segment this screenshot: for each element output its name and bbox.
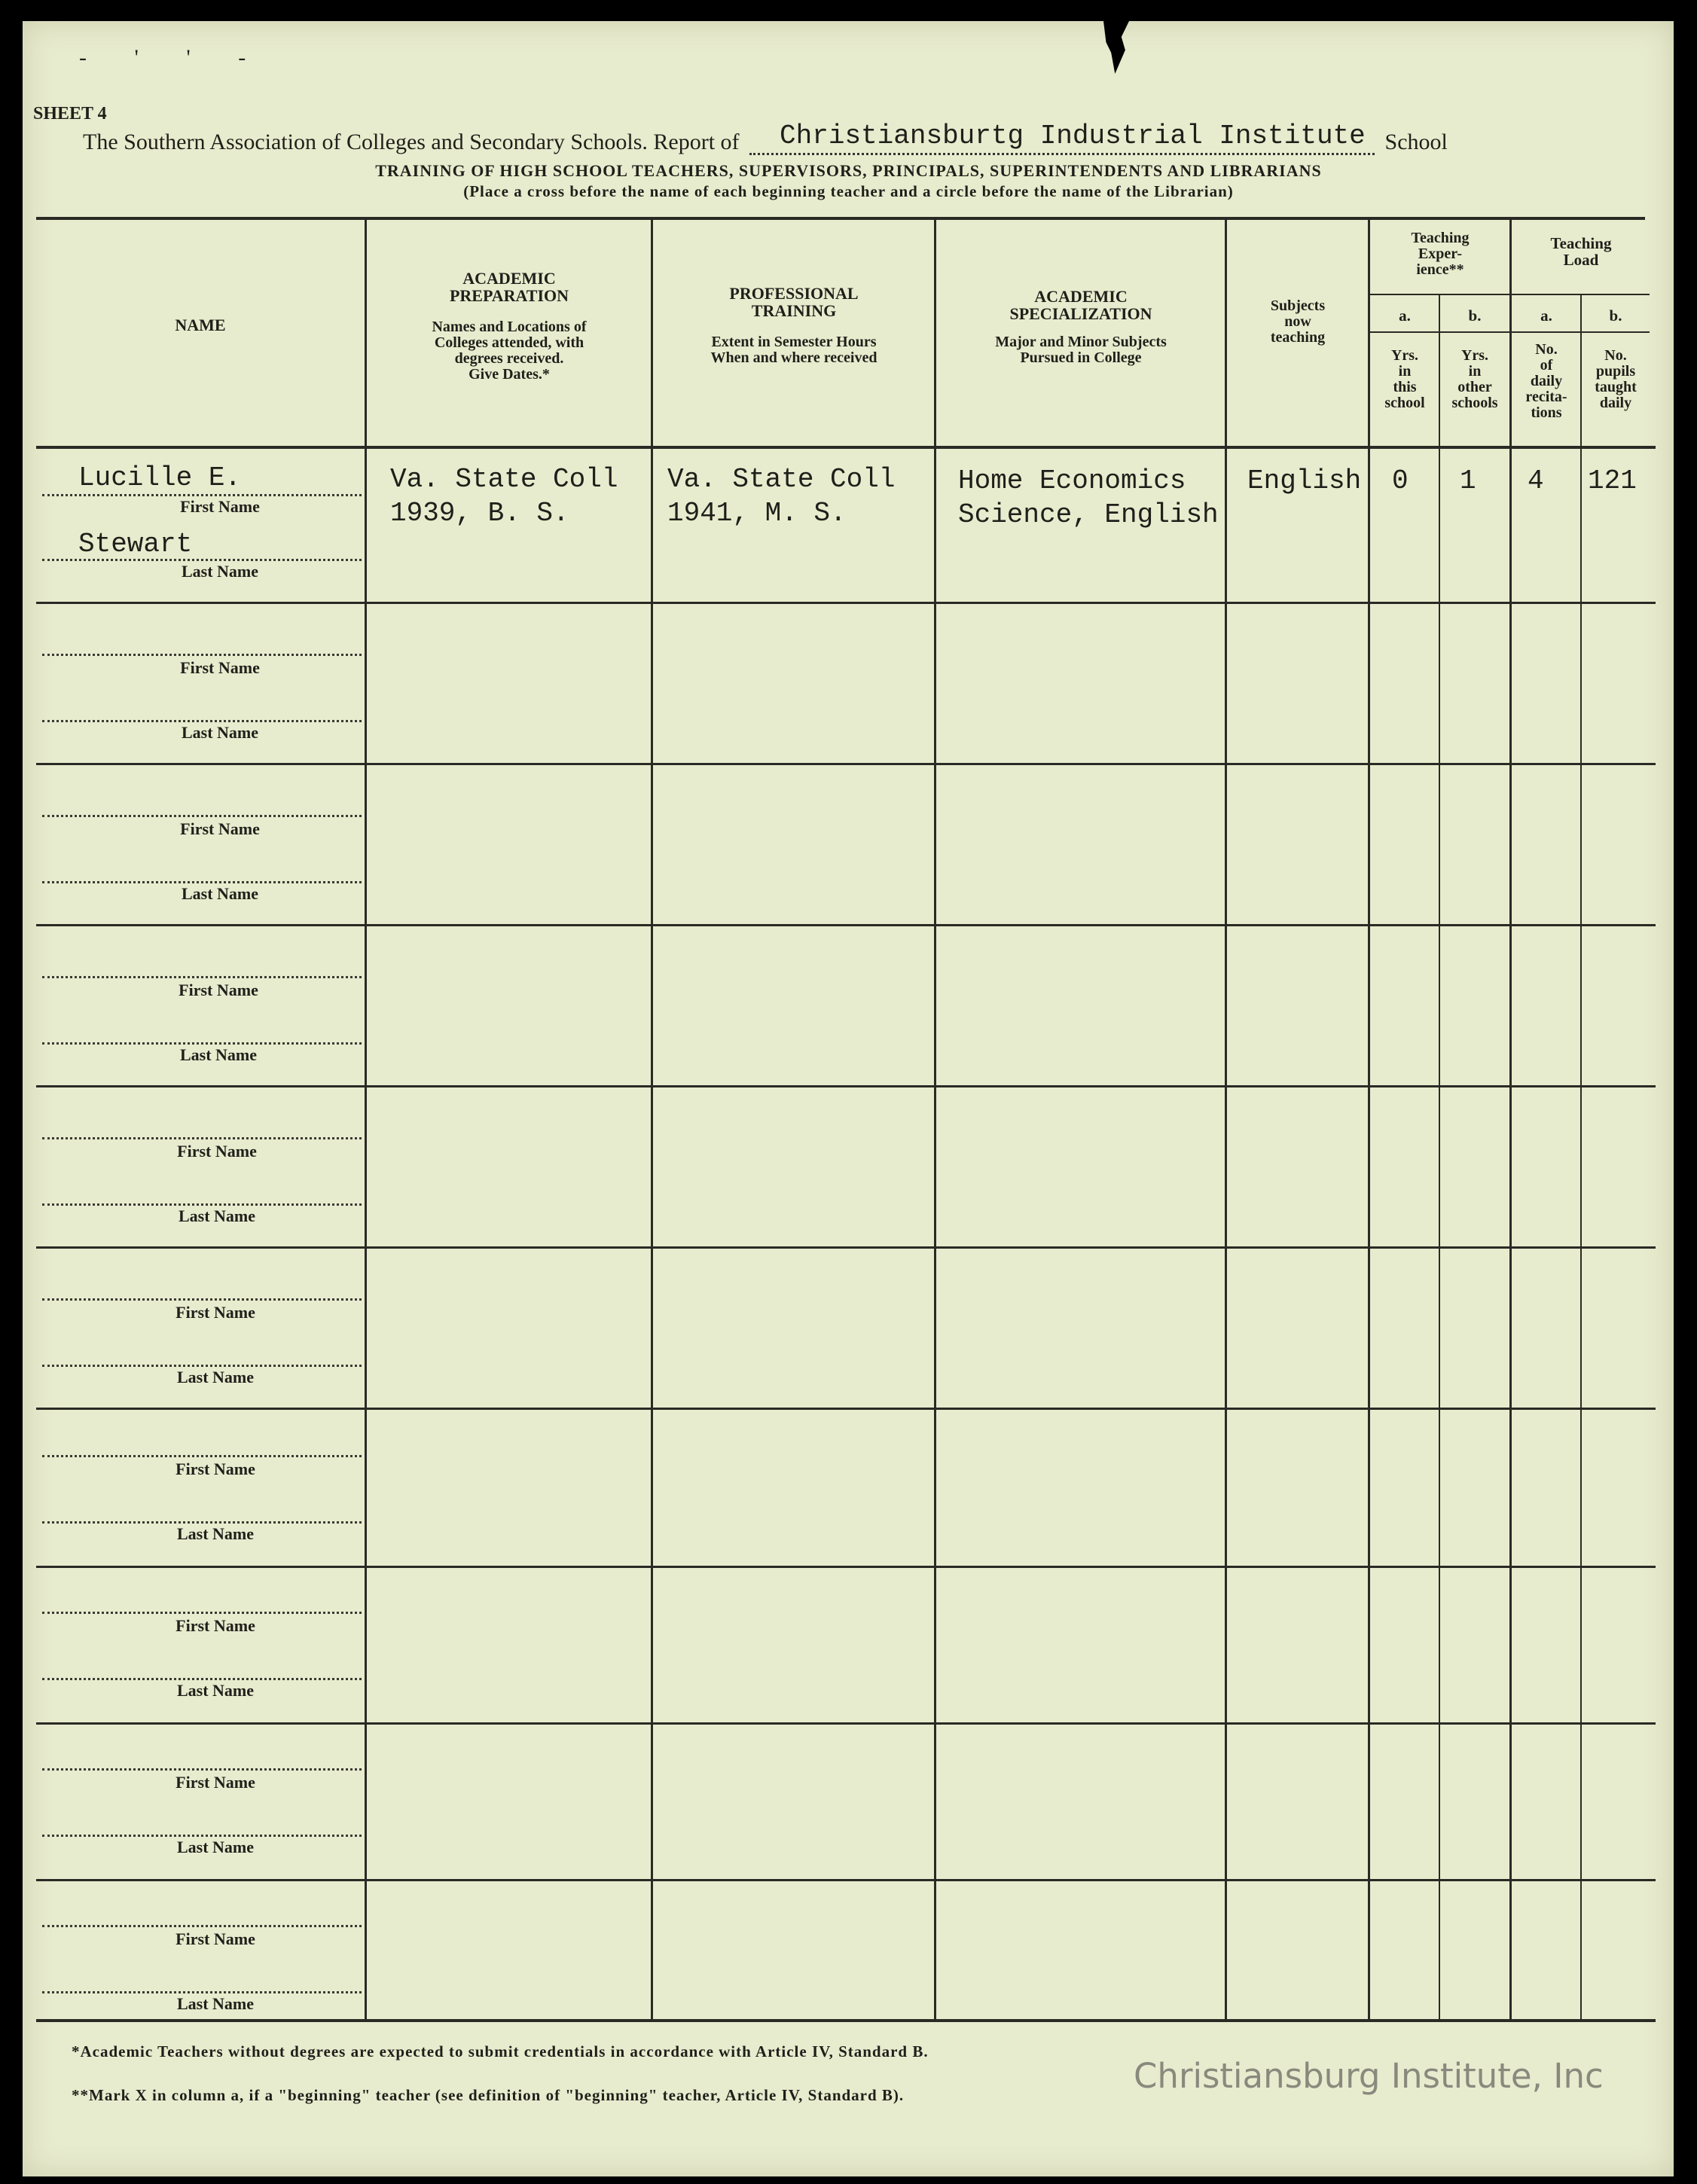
header-load: Teaching Load [1550, 234, 1612, 270]
last-name-line [42, 559, 362, 561]
table-top-rule [36, 217, 1645, 220]
corner-marks: - ' ' - [79, 45, 267, 70]
last-name-line [42, 1365, 362, 1367]
last-name-label: Last Name [176, 1994, 255, 2013]
last-name-label: Last Name [176, 1838, 255, 1856]
title-suffix: School [1384, 130, 1448, 154]
header-subjects: Subjects now teaching [1270, 297, 1326, 346]
header-professional-desc: Extent in Semester Hours When and where received [710, 334, 877, 366]
school-name-field [749, 120, 1375, 155]
header-specialization-desc: Major and Minor Subjects Pursued in College [995, 334, 1167, 366]
row-rule [36, 924, 1656, 926]
header-load-a: a. [1540, 307, 1552, 325]
header-academic: ACADEMIC PREPARATION [449, 269, 569, 306]
report-title [83, 120, 1619, 155]
first-name-label: First Name [175, 1460, 255, 1478]
first-name-line [42, 1925, 362, 1927]
header-professional: PROFESSIONAL TRAINING [729, 284, 859, 321]
first-name-label: First Name [179, 981, 258, 999]
professional-training-value: Va. State Coll 1941, M. S. [667, 464, 896, 529]
first-name-label: First Name [175, 1929, 255, 1948]
col-divider [1509, 220, 1512, 2019]
last-name-line [42, 1991, 362, 1993]
first-name-line [42, 494, 362, 496]
last-name-line [42, 1521, 362, 1524]
row-rule [36, 1722, 1656, 1725]
col-divider [934, 220, 936, 2019]
first-name-line [42, 1612, 362, 1614]
table-bottom-rule [36, 2019, 1656, 2022]
subheader-rule [1368, 294, 1650, 295]
header-experience: Teaching Exper- ience** [1411, 230, 1470, 278]
first-name-label: First Name [175, 1773, 255, 1792]
last-name-label: Last Name [181, 884, 259, 903]
last-name-label: Last Name [176, 1368, 255, 1386]
first-name-label: First Name [180, 497, 260, 516]
first-name-label: First Name [175, 1616, 255, 1635]
header-name: NAME [175, 316, 226, 334]
row-rule [36, 1566, 1656, 1568]
header-exp-a: a. [1399, 307, 1411, 325]
header-exp-a-desc: Yrs. in this school [1384, 347, 1425, 411]
last-name-line [42, 1203, 362, 1206]
subheader-rule [1368, 331, 1650, 333]
watermark: Christiansburg Institute, Inc [1134, 2056, 1604, 2096]
specialization-value: Home Economics Science, English [958, 465, 1219, 530]
header-specialization: ACADEMIC SPECIALIZATION [1009, 287, 1152, 324]
header-exp-b-desc: Yrs. in other schools [1451, 347, 1498, 411]
col-divider [1439, 294, 1440, 2019]
subjects-value: English [1247, 465, 1362, 496]
first-name-line [42, 1298, 362, 1301]
last-name-label: Last Name [179, 1045, 258, 1064]
col-divider [365, 220, 367, 2019]
col-divider [651, 220, 653, 2019]
daily-recitations-value: 4 [1528, 465, 1544, 496]
col-divider [1225, 220, 1227, 2019]
first-name-line [42, 654, 362, 656]
last-name-label: Last Name [176, 1524, 255, 1543]
last-name-label: Last Name [176, 1681, 255, 1700]
first-name-label: First Name [180, 658, 260, 677]
header-exp-b: b. [1468, 307, 1482, 325]
last-name-line [42, 1678, 362, 1680]
first-name-label: First Name [180, 819, 260, 838]
first-name-line [42, 815, 362, 817]
col-divider [1580, 294, 1582, 2019]
school-name: Christiansburtg Industrial Institute [780, 120, 1366, 151]
last-name-line [42, 720, 362, 722]
first-name-label: First Name [177, 1142, 257, 1161]
yrs-other-schools-value: 1 [1460, 465, 1476, 496]
header-load-b-desc: No. pupils taught daily [1595, 347, 1637, 411]
sheet-label: SHEET 4 [33, 104, 107, 124]
header-load-b: b. [1609, 307, 1622, 325]
first-name-line [42, 1768, 362, 1771]
row-rule [36, 1085, 1656, 1087]
pupils-daily-value: 121 [1588, 465, 1637, 496]
last-name-label: Last Name [178, 1206, 256, 1225]
header-bottom-rule [36, 446, 1656, 449]
row-rule [36, 763, 1656, 765]
last-name-line [42, 1835, 362, 1837]
first-name-line [42, 1137, 362, 1139]
last-name-line [42, 1042, 362, 1045]
first-name-line [42, 1455, 362, 1457]
row-rule [36, 602, 1656, 604]
first-name-value: Lucille E. [78, 462, 242, 493]
yrs-this-school-value: 0 [1392, 465, 1409, 496]
first-name-line [42, 976, 362, 978]
footnote-beginning: **Mark X in column a, if a "beginning" teacher (see definition of "beginning" teacher, Article IV, Standard B). [72, 2086, 905, 2104]
footnote-academic: *Academic Teachers without degrees are expected to submit credentials in accordance with Article IV, Standard B. [72, 2042, 929, 2060]
col-divider [1368, 220, 1370, 2019]
form-subtitle: TRAINING OF HIGH SCHOOL TEACHERS, SUPERVISORS, PRINCIPALS, SUPERINTENDENTS AND LIBRARIANS [375, 161, 1322, 180]
header-academic-desc: Names and Locations of Colleges attended, with degrees received. Give Dates.* [432, 319, 587, 383]
title-prefix: The Southern Association of Colleges and Secondary Schools. Report of [83, 130, 740, 154]
header-load-a-desc: No. of daily recita- tions [1525, 341, 1567, 421]
last-name-line [42, 881, 362, 883]
form-instruction: (Place a cross before the name of each beginning teacher and a circle before the name of the Librarian) [463, 182, 1234, 200]
last-name-label: Last Name [181, 723, 259, 742]
row-rule [36, 1408, 1656, 1410]
last-name-label: Last Name [181, 562, 259, 581]
academic-prep-value: Va. State Coll 1939, B. S. [390, 464, 618, 529]
row-rule [36, 1246, 1656, 1249]
first-name-label: First Name [175, 1303, 255, 1322]
last-name-value: Stewart [78, 529, 193, 560]
row-rule [36, 1879, 1656, 1881]
